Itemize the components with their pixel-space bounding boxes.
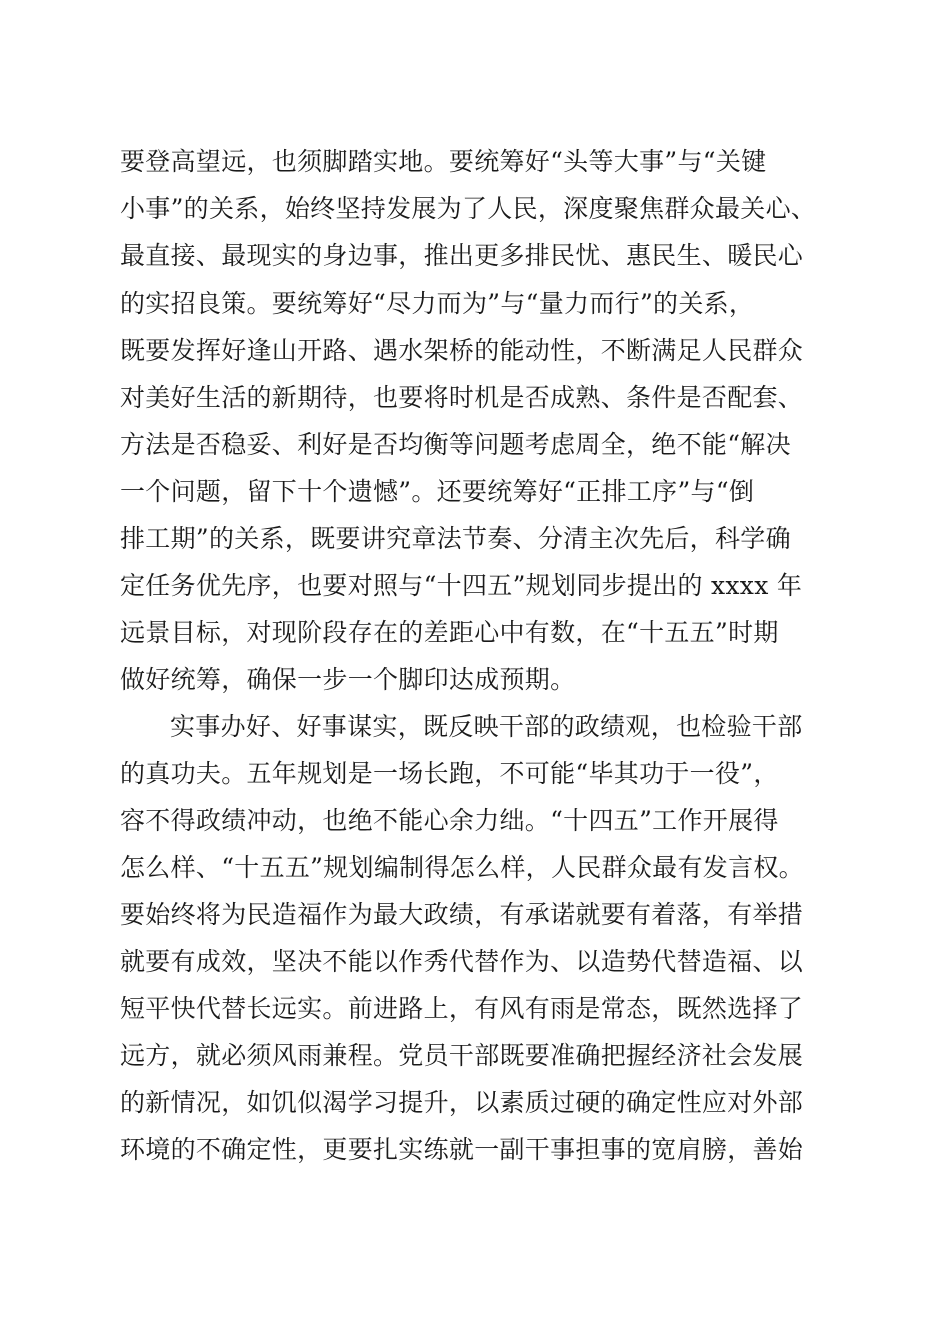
text-line: 远景目标，对现阶段存在的差距心中有数，在“十五五”时期 [120,618,779,647]
text-line: 既要发挥好逢山开路、遇水架桥的能动性，不断满足人民群众 [120,336,804,365]
text-line: 做好统筹，确保一步一个脚印达成预期。 [120,665,576,694]
text-line: 一个问题，留下十个遗憾”。还要统筹好“正排工序”与“倒 [120,477,755,506]
text-line: 排工期”的关系，既要讲究章法节奏、分清主次先后，科学确 [120,524,791,553]
text-line: 方法是否稳妥、利好是否均衡等问题考虑周全，绝不能“解决 [120,430,791,459]
text-line: 要登高望远，也须脚踏实地。要统筹好“头等大事”与“关键 [120,147,767,176]
text-line: 定任务优先序，也要对照与“十四五”规划同步提出的 xxxx 年 [120,571,803,600]
text-line: 要始终将为民造福作为最大政绩，有承诺就要有着落，有举措 [120,900,804,929]
text-line: 怎么样、“十五五”规划编制得怎么样，人民群众最有发言权。 [120,853,804,882]
text-line: 环境的不确定性，更要扎实练就一副干事担事的宽肩膀，善始 [120,1135,804,1164]
text-line: 小事”的关系，始终坚持发展为了人民，深度聚焦群众最关心、 [120,194,817,223]
text-line: 的实招良策。要统筹好“尽力而为”与“量力而行”的关系， [120,289,755,318]
text-line: 对美好生活的新期待，也要将时机是否成熟、条件是否配套、 [120,383,804,412]
paragraph-first-line: 实事办好、好事谋实，既反映干部的政绩观，也检验干部 [170,712,803,741]
text-line: 的真功夫。五年规划是一场长跑，不可能“毕其功于一役”， [120,759,779,788]
text-line: 容不得政绩冲动，也绝不能心余力绌。“十四五”工作开展得 [120,806,779,835]
text-line: 的新情况，如饥似渴学习提升，以素质过硬的确定性应对外部 [120,1088,804,1117]
text-line: 最直接、最现实的身边事，推出更多排民忧、惠民生、暖民心 [120,241,804,270]
text-line: 就要有成效，坚决不能以作秀代替作为、以造势代替造福、以 [120,947,804,976]
text-line: 短平快代替长远实。前进路上，有风有雨是常态，既然选择了 [120,994,804,1023]
text-line: 远方，就必须风雨兼程。党员干部既要准确把握经济社会发展 [120,1041,804,1070]
